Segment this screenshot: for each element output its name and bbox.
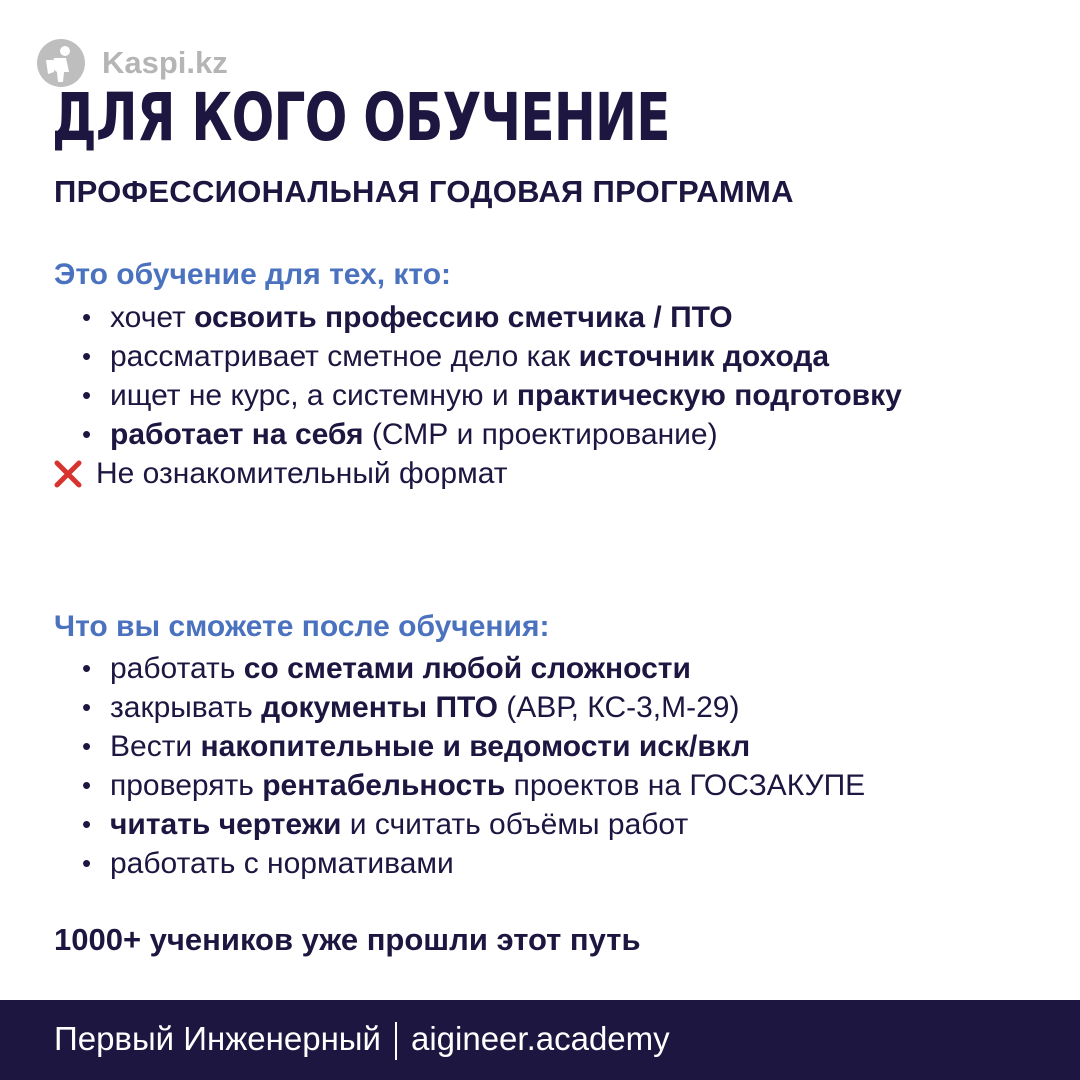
footer-brand: Первый Инженерный xyxy=(54,1019,381,1057)
audience-item-text: ищет не курс, а системную и xyxy=(110,379,517,412)
outcomes-list xyxy=(80,649,865,883)
page-title: ДЛЯ КОГО ОБУЧЕНИЕ xyxy=(52,79,670,156)
bullet-icon: • xyxy=(82,692,92,722)
audience-item xyxy=(80,337,902,376)
bullet-icon: • xyxy=(82,302,92,332)
students-stat: 1000+ учеников уже прошли этот путь xyxy=(54,922,641,957)
outcome-item-text: проверять xyxy=(110,769,263,802)
outcome-item-highlight: со сметами любой сложности xyxy=(243,652,691,685)
footer-bar xyxy=(0,1000,1080,1080)
audience-item-highlight: работает на себя xyxy=(110,418,364,451)
outcome-item-highlight: читать чертежи xyxy=(110,808,342,841)
outcome-item-highlight: документы ПТО xyxy=(261,691,498,724)
outcome-item xyxy=(80,649,865,688)
bullet-icon: • xyxy=(82,770,92,800)
bullet-icon: • xyxy=(82,341,92,371)
footer-divider xyxy=(395,1022,397,1060)
outcomes-heading: Что вы сможете после обучения: xyxy=(54,610,550,643)
outcome-item-text: проектов на ГОСЗАКУПЕ xyxy=(505,769,866,802)
audience-item xyxy=(80,415,902,454)
bullet-icon: • xyxy=(82,848,92,878)
audience-item-text: рассматривает сметное дело как xyxy=(110,340,579,373)
audience-item-text: хочет xyxy=(110,301,195,334)
audience-item-highlight: освоить профессию сметчика / ПТО xyxy=(194,301,733,334)
outcome-item xyxy=(80,805,865,844)
bullet-icon: • xyxy=(82,809,92,839)
outcome-item-highlight: рентабельность xyxy=(262,769,506,802)
outcome-item xyxy=(80,688,865,727)
audience-item xyxy=(80,376,902,415)
outcome-item xyxy=(80,844,865,883)
bullet-icon: • xyxy=(82,380,92,410)
cross-mark-icon xyxy=(52,458,84,490)
bullet-icon: • xyxy=(82,731,92,761)
footer-text xyxy=(54,1020,670,1060)
outcome-item-text: работать xyxy=(110,652,244,685)
outcome-item-text: Вести xyxy=(110,730,201,763)
outcome-item xyxy=(80,766,865,805)
outcome-item-text: работать с нормативами xyxy=(110,847,454,880)
outcome-item-text: и считать объёмы работ xyxy=(341,808,689,841)
footer-site-link[interactable]: aigineer.academy xyxy=(410,1019,670,1057)
warning-text: Не ознакомительный формат xyxy=(96,457,508,490)
warning-note xyxy=(52,454,507,493)
outcome-item-highlight: накопительные и ведомости иск/вкл xyxy=(200,730,751,763)
audience-item-text: (СМР и проектирование) xyxy=(363,418,718,451)
watermark-text: Kaspi.kz xyxy=(102,45,228,80)
program-subtitle: ПРОФЕССИОНАЛЬНАЯ ГОДОВАЯ ПРОГРАММА xyxy=(54,174,794,209)
audience-list xyxy=(80,298,902,454)
outcome-item-text: закрывать xyxy=(110,691,262,724)
audience-item xyxy=(80,298,902,337)
audience-heading: Это обучение для тех, кто: xyxy=(54,258,452,291)
outcome-item-text: (АВР, КС-3,М-29) xyxy=(497,691,740,724)
outcome-item xyxy=(80,727,865,766)
bullet-icon: • xyxy=(82,419,92,449)
bullet-icon: • xyxy=(82,653,92,683)
audience-item-highlight: источник дохода xyxy=(578,340,830,373)
audience-item-highlight: практическую подготовку xyxy=(516,379,902,412)
